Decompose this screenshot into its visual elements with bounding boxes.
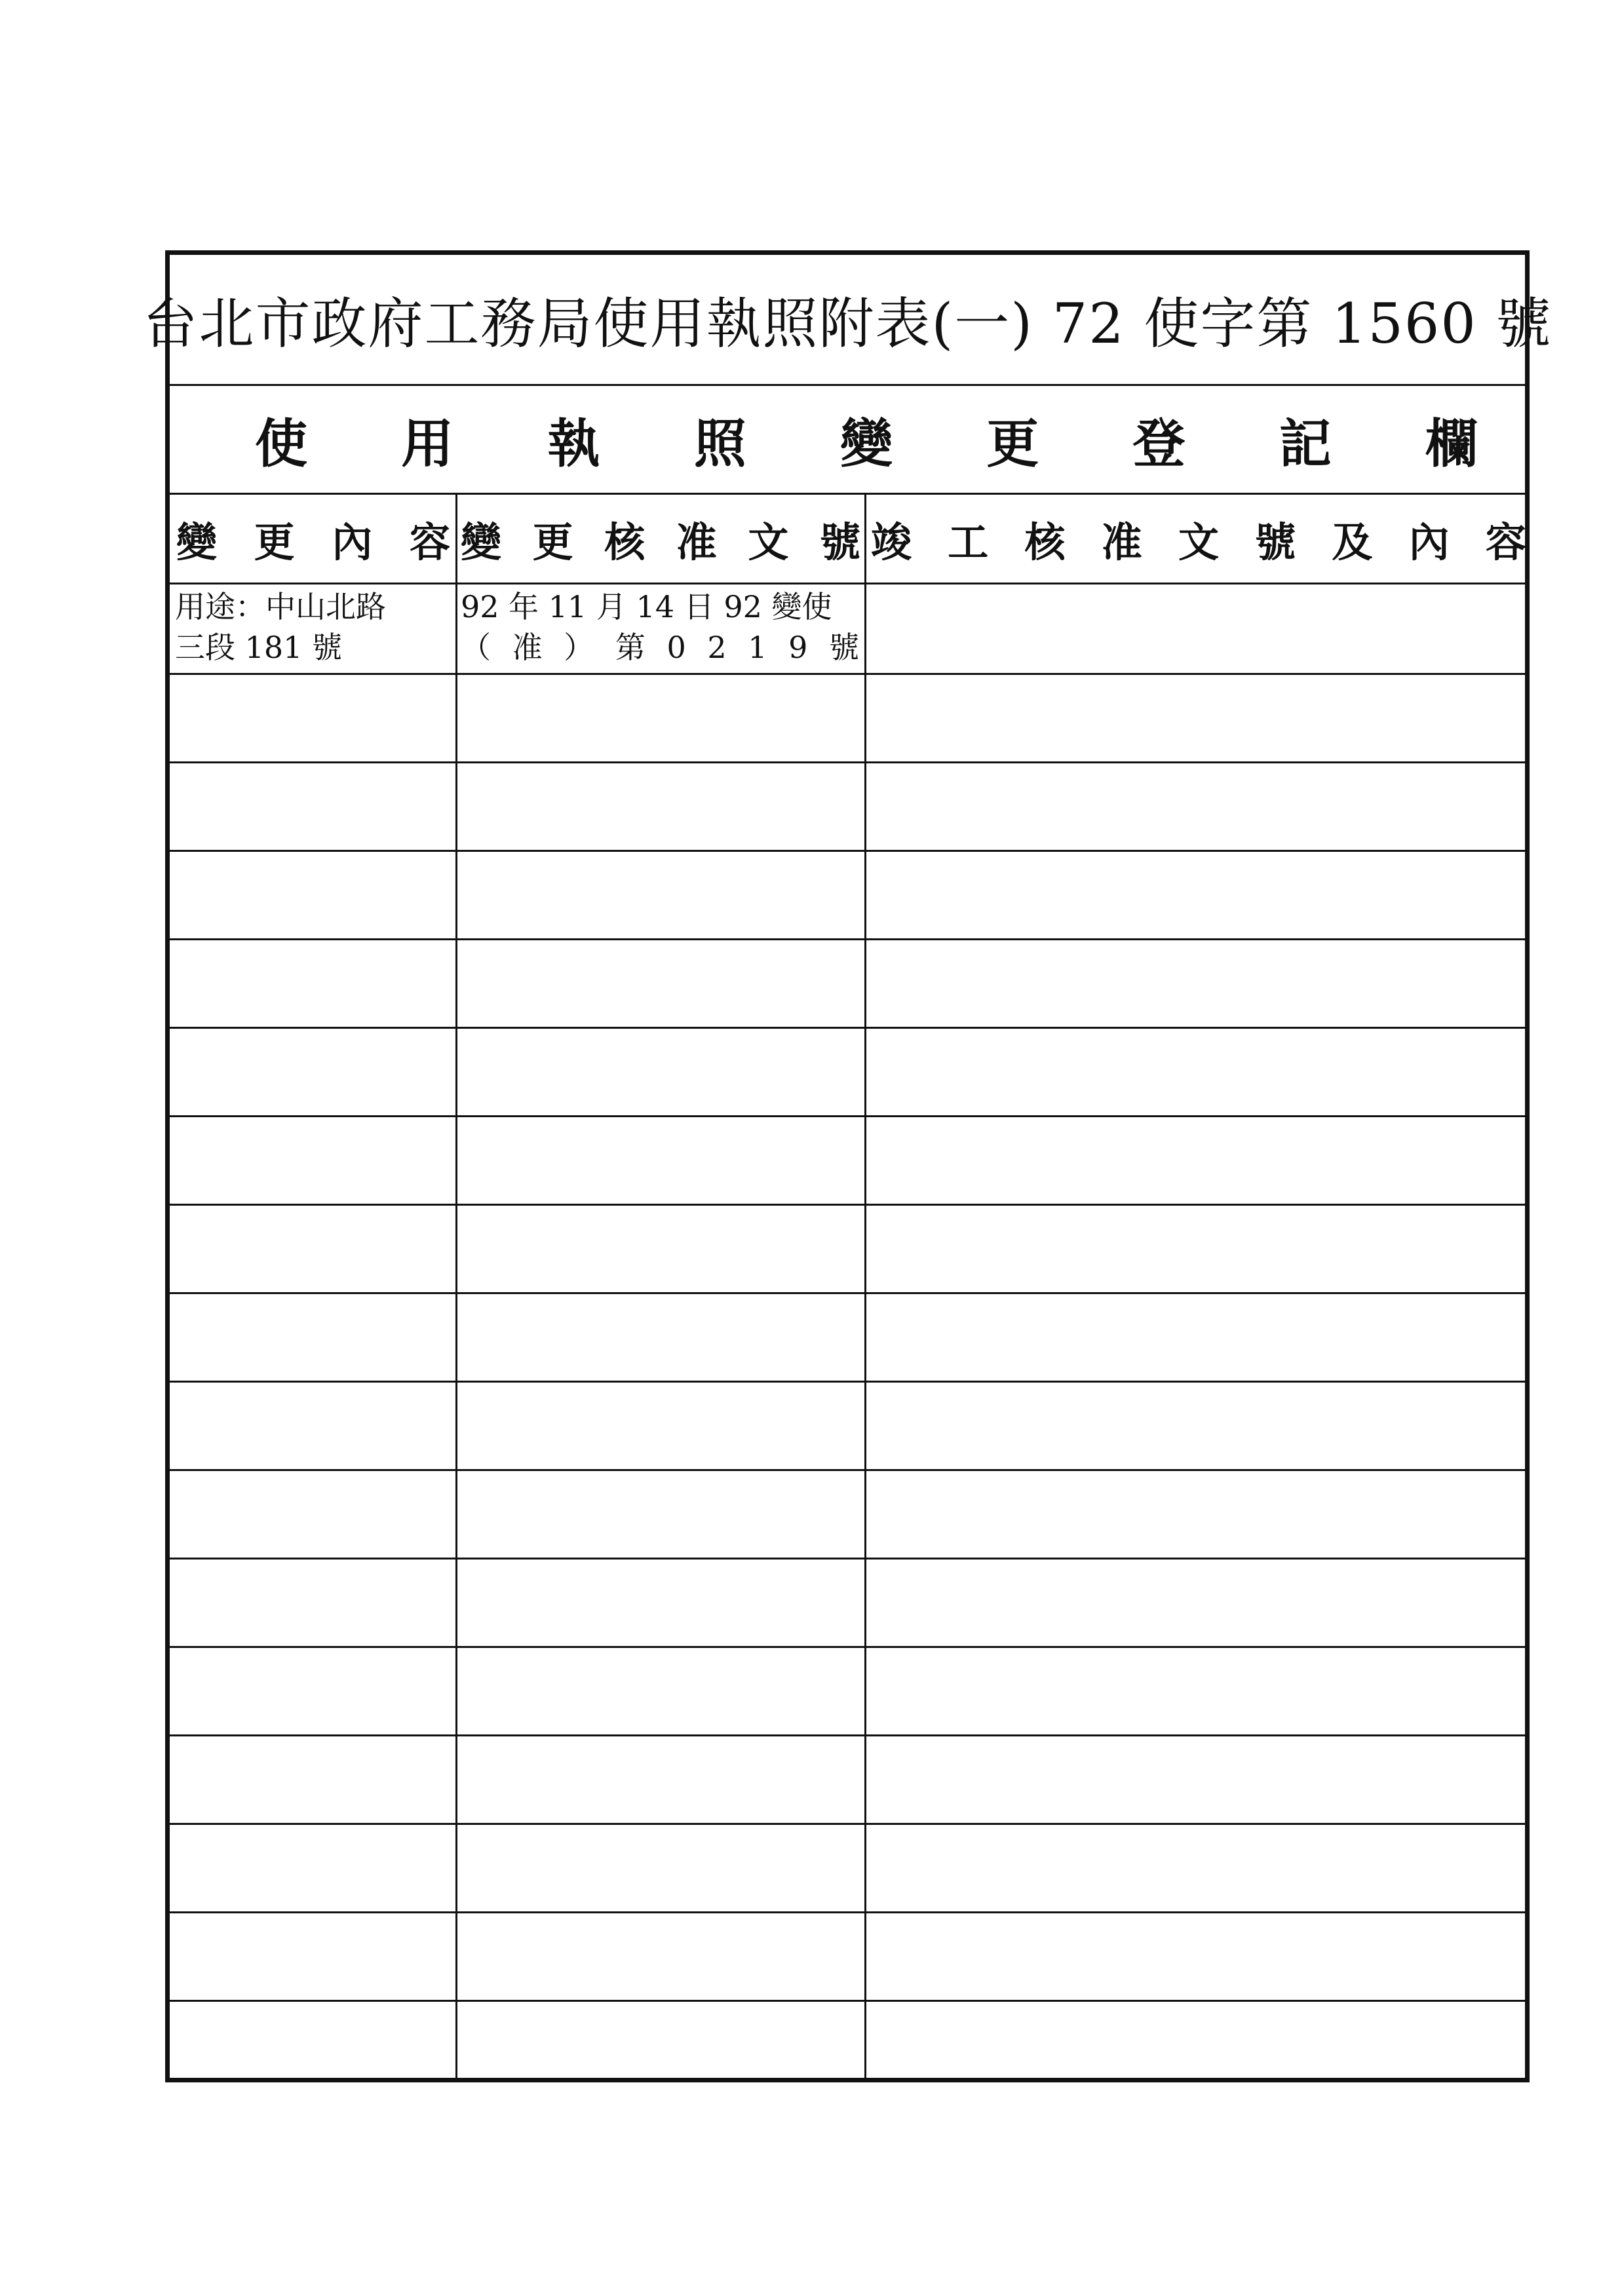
row-divider (170, 938, 1525, 940)
header-char: 核 (604, 518, 646, 566)
header-char: 文 (1178, 518, 1219, 566)
approval-char: 第 (615, 630, 646, 665)
approval-line (461, 627, 862, 668)
row-divider (170, 850, 1525, 852)
registration-form (142, 250, 1552, 2082)
subtitle-char: 登 (1132, 413, 1186, 474)
approval-char: 0 (666, 630, 686, 665)
row-divider (170, 673, 1525, 675)
row-divider (170, 1115, 1525, 1117)
content-line: 三段 181 號 (175, 630, 343, 665)
row-divider (170, 1469, 1525, 1471)
content-line: 用途：中山北路 (175, 589, 386, 624)
subtitle-char: 欄 (1425, 413, 1478, 474)
change-content-cell (175, 586, 453, 672)
column-divider (455, 495, 457, 2078)
header-char: 更 (254, 518, 295, 566)
header-char: 號 (1255, 518, 1296, 566)
form-subtitle-row (170, 386, 1525, 495)
row-divider (170, 1381, 1525, 1383)
row-divider (170, 1027, 1525, 1029)
approval-char: ） (564, 630, 594, 665)
column-header-change-approval-no (461, 495, 860, 583)
approval-char: 號 (829, 630, 859, 665)
header-char: 號 (819, 518, 860, 566)
completion-cell (871, 586, 1526, 672)
form-title-row (142, 255, 1552, 386)
header-char: 准 (676, 518, 717, 566)
form-title: 台北市政府工務局使用執照附表(一) 72 使字第 1560 號 (142, 292, 1552, 356)
registration-table (170, 495, 1525, 2078)
approval-line: 92 年 11 月 14 日 92 變使 (461, 589, 832, 624)
row-divider (170, 1911, 1525, 1913)
header-char: 更 (532, 518, 573, 566)
row-divider (170, 1292, 1525, 1294)
header-char: 內 (332, 518, 373, 566)
row-divider (170, 1204, 1525, 1206)
row-divider (170, 761, 1525, 763)
column-header-change-content (176, 495, 452, 583)
header-char: 文 (748, 518, 789, 566)
header-char: 竣 (871, 518, 912, 566)
header-char: 變 (176, 518, 218, 566)
approval-char: （ (461, 630, 491, 665)
subtitle-char: 記 (1279, 413, 1332, 474)
approval-char: 准 (512, 630, 543, 665)
row-divider (170, 2000, 1525, 2002)
row-divider (170, 1823, 1525, 1825)
subtitle-char: 使 (255, 413, 307, 474)
row-divider (170, 1646, 1525, 1648)
subtitle-char: 執 (547, 413, 600, 474)
header-char: 變 (461, 518, 502, 566)
subtitle-char: 照 (693, 413, 746, 474)
header-char: 內 (1408, 518, 1450, 566)
header-char: 容 (409, 518, 450, 566)
row-divider (170, 1558, 1525, 1559)
approval-char: 9 (788, 630, 808, 665)
subtitle-char: 用 (401, 413, 454, 474)
header-char: 核 (1024, 518, 1066, 566)
approval-number-cell (461, 586, 862, 672)
row-divider (170, 1734, 1525, 1736)
header-char: 及 (1332, 518, 1373, 566)
header-char: 工 (948, 518, 989, 566)
header-char: 容 (1485, 518, 1526, 566)
column-header-completion (871, 495, 1526, 583)
approval-char: 2 (707, 630, 727, 665)
column-divider (864, 495, 866, 2078)
header-char: 准 (1101, 518, 1142, 566)
approval-char: 1 (748, 630, 767, 665)
row-divider (170, 583, 1525, 584)
subtitle-char: 更 (986, 413, 1039, 474)
subtitle-char: 變 (840, 413, 893, 474)
